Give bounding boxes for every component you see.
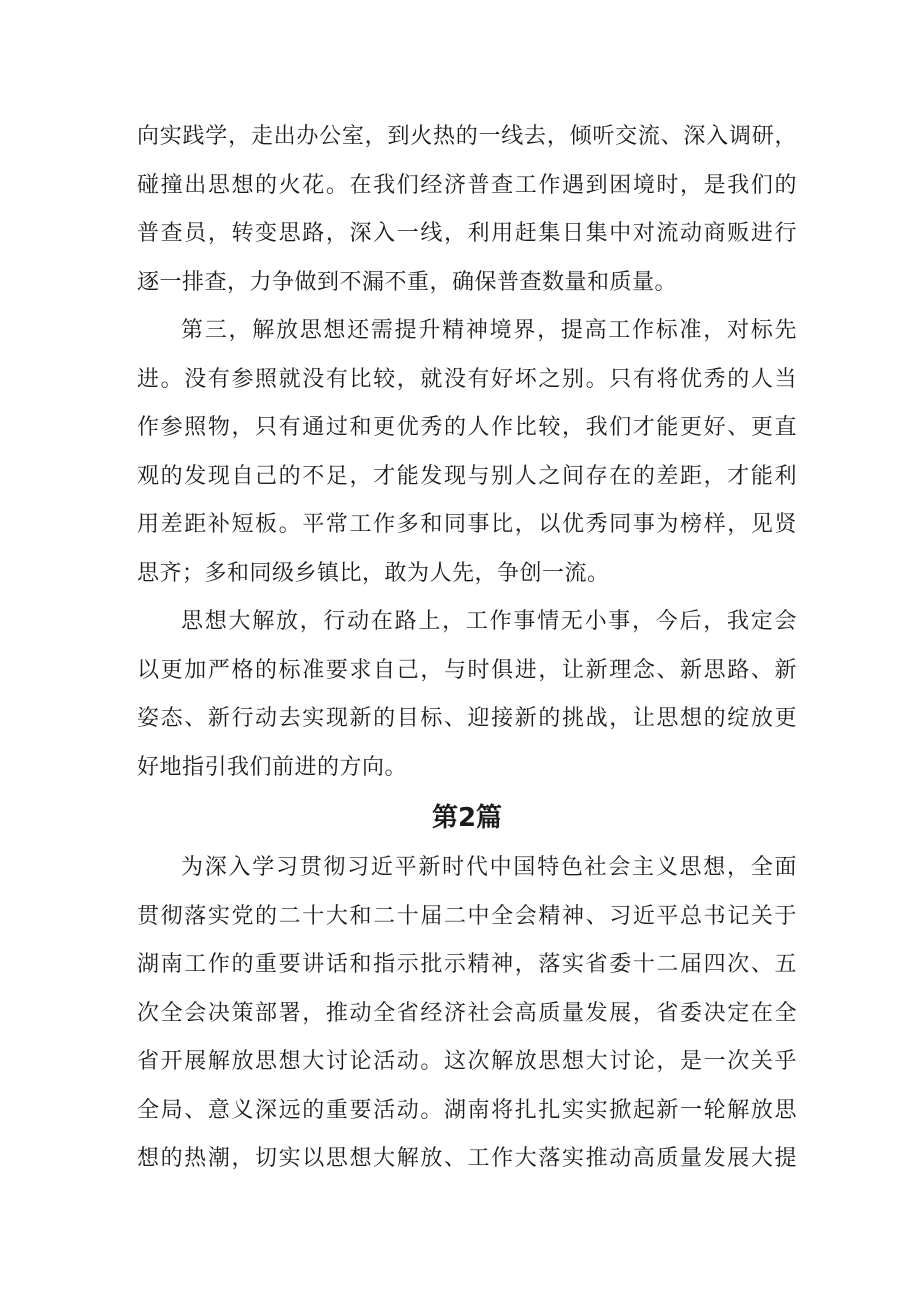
text-line: 贯彻落实党的二十大和二十届二中全会精神、习近平总书记关于 bbox=[137, 903, 797, 929]
text-line: 观的发现自己的不足，才能发现与别人之间存在的差距，才能利 bbox=[137, 463, 797, 489]
text-line: 逐一排查，力争做到不漏不重，确保普查数量和质量。 bbox=[137, 269, 678, 295]
text-line: 全局、意义深远的重要活动。湖南将扎扎实实掀起新一轮解放思 bbox=[137, 1097, 797, 1123]
text-line: 向实践学，走出办公室，到火热的一线去，倾听交流、深入调研， bbox=[137, 124, 797, 149]
paragraph-4 bbox=[137, 844, 797, 1184]
text-line: 次全会决策部署，推动全省经济社会高质量发展，省委决定在全 bbox=[137, 1000, 797, 1026]
text-line: 普查员，转变思路，深入一线，利用赶集日集中对流动商贩进行 bbox=[137, 221, 797, 246]
text-line: 姿态、新行动去实现新的目标、迎接新的挑战，让思想的绽放更 bbox=[137, 706, 797, 731]
text-line: 以更加严格的标准要求自己，与时俱进，让新理念、新思路、新 bbox=[137, 657, 797, 683]
text-line: 想的热潮，切实以思想大解放、工作大落实推动高质量发展大提 bbox=[137, 1146, 797, 1171]
text-line: 碰撞出思想的火花。在我们经济普查工作遇到困境时，是我们的 bbox=[137, 172, 797, 198]
text-line: 第三，解放思想还需提升精神境界，提高工作标准，对标先 bbox=[181, 318, 797, 343]
text-line: 湖南工作的重要讲话和指示批示精神，落实省委十二届四次、五 bbox=[137, 952, 797, 977]
paragraph-1 bbox=[137, 113, 797, 307]
paragraph-3 bbox=[137, 598, 797, 792]
text-line: 思想大解放，行动在路上，工作事情无小事，今后，我定会 bbox=[181, 609, 797, 634]
text-line: 思齐；多和同级乡镇比，敢为人先，争创一流。 bbox=[137, 560, 610, 586]
paragraph-2 bbox=[137, 307, 797, 598]
text-line: 作参照物，只有通过和更优秀的人作比较，我们才能更好、更直 bbox=[137, 415, 797, 440]
text-line: 为深入学习贯彻习近平新时代中国特色社会主义思想，全面 bbox=[181, 855, 797, 880]
text-line: 省开展解放思想大讨论活动。这次解放思想大讨论，是一次关乎 bbox=[137, 1049, 797, 1074]
section-heading: 第2篇 bbox=[431, 803, 503, 833]
text-line: 用差距补短板。平常工作多和同事比，以优秀同事为榜样，见贤 bbox=[137, 512, 797, 537]
text-line: 进。没有参照就没有比较，就没有好坏之别。只有将优秀的人当 bbox=[137, 366, 797, 392]
document-body bbox=[137, 113, 797, 1184]
text-line: 好地指引我们前进的方向。 bbox=[137, 754, 408, 780]
